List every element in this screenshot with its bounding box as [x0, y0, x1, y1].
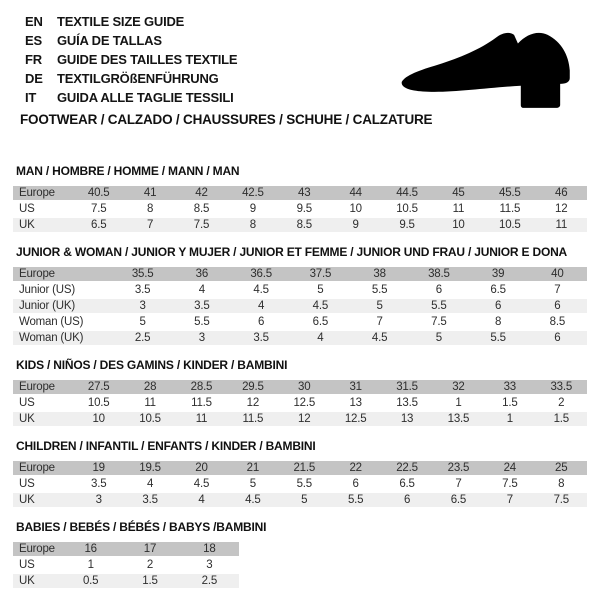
size-cell: 32	[433, 380, 484, 394]
size-cell: 19.5	[124, 461, 175, 475]
size-cell: 8	[227, 218, 278, 232]
size-cell: 7	[554, 284, 561, 296]
size-table	[13, 540, 239, 590]
size-cell: 37.5	[291, 267, 350, 281]
size-cell: 28	[124, 380, 175, 394]
size-cell: 10	[349, 203, 362, 215]
size-cell: 9	[330, 218, 381, 232]
size-cell: 1.5	[502, 397, 518, 409]
size-table	[13, 184, 587, 234]
size-cell: 19	[73, 461, 124, 475]
size-cell: 17	[120, 542, 179, 556]
size-cell: 21.5	[279, 461, 330, 475]
table-row	[13, 315, 587, 329]
size-cell: 3.5	[232, 331, 291, 345]
row-label-cell: Junior (UK)	[13, 299, 113, 313]
size-cell: 3.5	[124, 493, 175, 507]
size-cell: 5	[139, 316, 146, 328]
size-cell: 3.5	[91, 478, 107, 490]
size-cell: 6.5	[490, 284, 506, 296]
table-row	[13, 186, 587, 200]
size-tables-container	[13, 164, 587, 590]
size-cell: 8	[495, 316, 502, 328]
table-row	[13, 380, 587, 394]
size-cell: 12.5	[293, 397, 316, 409]
size-cell: 8.5	[549, 316, 566, 328]
size-cell: 6	[435, 284, 442, 296]
size-cell: 1	[87, 559, 94, 571]
size-cell: 8	[146, 203, 154, 215]
size-cell: 5	[279, 493, 330, 507]
size-cell: 24	[484, 461, 535, 475]
size-cell: 11.5	[499, 203, 521, 215]
size-cell: 8.5	[279, 218, 330, 232]
size-cell: 16	[61, 542, 120, 556]
size-cell: 18	[180, 542, 239, 556]
size-cell: 4	[146, 478, 154, 490]
size-cell: 6	[258, 316, 265, 328]
table-row	[13, 574, 239, 588]
size-section	[13, 245, 587, 347]
size-cell: 44	[330, 186, 381, 200]
size-cell: 6	[381, 493, 432, 507]
size-cell: 10.5	[124, 412, 175, 426]
size-cell: 36.5	[232, 267, 291, 281]
language-label: TEXTILE SIZE GUIDE	[57, 14, 185, 29]
size-cell: 6	[528, 331, 587, 345]
size-cell: 42.5	[227, 186, 278, 200]
size-cell: 31	[330, 380, 381, 394]
size-cell: 9.5	[296, 203, 312, 215]
size-cell: 20	[176, 461, 227, 475]
size-cell: 33	[484, 380, 535, 394]
size-section	[13, 164, 587, 234]
size-cell: 6.5	[312, 316, 329, 328]
size-cell: 5.5	[469, 331, 528, 345]
size-cell: 28.5	[176, 380, 227, 394]
size-cell: 8.5	[193, 203, 210, 215]
size-cell: 5	[317, 284, 324, 296]
language-code: DE	[25, 71, 43, 86]
section-title: CHILDREN / INFANTIL / ENFANTS / KINDER / BAMBINI	[16, 439, 316, 453]
size-cell: 4	[232, 299, 291, 313]
size-section	[13, 439, 587, 509]
size-cell: 45.5	[484, 186, 535, 200]
language-code: ES	[25, 33, 42, 48]
size-cell: 11.5	[191, 397, 212, 409]
size-cell: 5.5	[371, 284, 388, 296]
size-cell: 5.5	[409, 299, 468, 313]
size-cell: 13.5	[396, 397, 418, 409]
size-table	[13, 265, 587, 347]
language-label: GUÍA DE TALLAS	[57, 33, 162, 48]
size-cell: 22	[330, 461, 381, 475]
size-cell: 10.5	[87, 397, 110, 409]
size-cell: 2	[146, 559, 154, 571]
section-title: KIDS / NIÑOS / DES GAMINS / KINDER / BAMBINI	[16, 358, 288, 372]
size-cell: 30	[279, 380, 330, 394]
row-label-cell: UK	[13, 412, 73, 426]
row-label-cell: Europe	[13, 267, 113, 281]
size-cell: 39	[469, 267, 528, 281]
language-label: TEXTILGRÖßENFÜHRUNG	[57, 71, 219, 86]
size-cell: 2.5	[113, 331, 172, 345]
size-cell: 6.5	[399, 478, 415, 490]
table-row	[13, 542, 239, 556]
size-cell: 7	[484, 493, 535, 507]
row-label-cell: Junior (US)	[19, 284, 75, 296]
table-row	[13, 267, 587, 281]
size-cell: 6.5	[433, 493, 484, 507]
size-cell: 4	[176, 493, 227, 507]
size-cell: 3	[206, 559, 213, 571]
size-cell: 7.5	[536, 493, 587, 507]
size-cell: 7	[455, 478, 462, 490]
size-cell: 7.5	[91, 203, 107, 215]
size-cell: 4.5	[193, 478, 210, 490]
row-label-cell: Europe	[13, 542, 61, 556]
table-row	[13, 299, 587, 313]
size-cell: 4.5	[291, 299, 350, 313]
size-cell: 7.5	[431, 316, 447, 328]
size-cell: 6	[352, 478, 359, 490]
size-cell: 9	[249, 203, 256, 215]
table-row	[13, 412, 587, 426]
size-table	[13, 378, 587, 428]
size-cell: 4	[198, 284, 205, 296]
size-cell: 7	[124, 218, 175, 232]
size-cell: 6	[469, 299, 528, 313]
size-section	[13, 520, 587, 590]
table-row	[13, 461, 587, 475]
size-cell: 5.5	[194, 316, 210, 328]
row-label-cell: Europe	[13, 380, 73, 394]
size-cell: 3	[73, 493, 124, 507]
row-label-cell: US	[19, 478, 35, 490]
size-cell: 2	[558, 397, 565, 409]
row-label-cell: Woman (US)	[19, 316, 84, 328]
size-cell: 12	[246, 397, 260, 409]
size-cell: 31.5	[381, 380, 432, 394]
size-cell: 43	[279, 186, 330, 200]
language-label: GUIDE DES TAILLES TEXTILE	[57, 52, 238, 67]
table-row	[13, 283, 587, 297]
shoe-icon	[396, 22, 588, 114]
section-title: JUNIOR & WOMAN / JUNIOR Y MUJER / JUNIOR ET FEMME / JUNIOR UND FRAU / JUNIOR E DONA	[16, 245, 568, 259]
language-label: GUIDA ALLE TAGLIE TESSILI	[57, 90, 234, 105]
size-cell: 13	[349, 397, 362, 409]
table-row	[13, 558, 239, 572]
size-cell: 29.5	[227, 380, 278, 394]
row-label-cell: UK	[13, 574, 61, 588]
language-code: EN	[25, 14, 43, 29]
language-code: IT	[25, 90, 37, 105]
size-cell: 27.5	[73, 380, 124, 394]
size-cell: 5	[409, 331, 468, 345]
size-cell: 11	[452, 203, 465, 215]
size-cell: 1.5	[536, 412, 587, 426]
size-cell: 36	[172, 267, 231, 281]
table-row	[13, 396, 587, 410]
section-title: MAN / HOMBRE / HOMME / MANN / MAN	[16, 164, 240, 178]
row-label-cell: UK	[13, 218, 73, 232]
row-label-cell: Europe	[13, 461, 73, 475]
size-cell: 13.5	[433, 412, 484, 426]
row-label-cell: Woman (UK)	[13, 331, 113, 345]
table-row	[13, 202, 587, 216]
size-cell: 38	[350, 267, 409, 281]
size-cell: 46	[536, 186, 587, 200]
size-cell: 3	[113, 299, 172, 313]
size-cell: 5.5	[330, 493, 381, 507]
size-cell: 12	[555, 203, 568, 215]
row-label-cell: UK	[13, 493, 73, 507]
size-cell: 4.5	[227, 493, 278, 507]
size-cell: 21	[227, 461, 278, 475]
size-cell: 10.5	[484, 218, 535, 232]
size-cell: 38.5	[409, 267, 468, 281]
size-cell: 33.5	[536, 380, 587, 394]
size-cell: 44.5	[381, 186, 432, 200]
size-cell: 3.5	[172, 299, 231, 313]
size-cell: 41	[124, 186, 175, 200]
size-cell: 9.5	[381, 218, 432, 232]
size-cell: 5	[350, 299, 409, 313]
size-cell: 6.5	[73, 218, 124, 232]
size-cell: 3.5	[134, 284, 151, 296]
row-label-cell: US	[19, 203, 35, 215]
size-cell: 12	[279, 412, 330, 426]
size-cell: 0.5	[61, 574, 120, 588]
size-cell: 23.5	[433, 461, 484, 475]
size-cell: 5	[249, 478, 256, 490]
size-cell: 10.5	[396, 203, 418, 215]
size-cell: 3	[172, 331, 231, 345]
size-table	[13, 459, 587, 509]
size-cell: 10	[433, 218, 484, 232]
size-cell: 7.5	[176, 218, 227, 232]
row-label-cell: Europe	[13, 186, 73, 200]
size-cell: 6	[528, 299, 587, 313]
size-cell: 11	[176, 412, 227, 426]
table-row	[13, 477, 587, 491]
table-row	[13, 331, 587, 345]
size-cell: 10	[73, 412, 124, 426]
size-cell: 4.5	[350, 331, 409, 345]
table-row	[13, 218, 587, 232]
size-cell: 13	[381, 412, 432, 426]
size-cell: 11	[536, 218, 587, 232]
size-cell: 22.5	[381, 461, 432, 475]
size-cell: 11.5	[227, 412, 278, 426]
size-cell: 7.5	[502, 478, 518, 490]
language-code: FR	[25, 52, 42, 67]
size-cell: 40	[528, 267, 587, 281]
size-cell: 12.5	[330, 412, 381, 426]
size-cell: 11	[144, 397, 156, 409]
size-cell: 1	[455, 397, 462, 409]
row-label-cell: US	[19, 559, 35, 571]
size-cell: 45	[433, 186, 484, 200]
size-cell: 2.5	[180, 574, 239, 588]
size-cell: 1	[484, 412, 535, 426]
section-title: BABIES / BEBÉS / BÉBÉS / BABYS /BAMBINI	[16, 520, 267, 534]
category-line: FOOTWEAR / CALZADO / CHAUSSURES / SCHUHE / CALZATURE	[20, 112, 433, 127]
size-cell: 8	[558, 478, 565, 490]
size-cell: 1.5	[120, 574, 179, 588]
size-cell: 4	[291, 331, 350, 345]
size-cell: 7	[376, 316, 383, 328]
size-cell: 4.5	[253, 284, 269, 296]
size-cell: 25	[536, 461, 587, 475]
row-label-cell: US	[19, 397, 35, 409]
table-row	[13, 493, 587, 507]
size-cell: 5.5	[296, 478, 312, 490]
size-cell: 42	[176, 186, 227, 200]
size-cell: 35.5	[113, 267, 172, 281]
size-cell: 40.5	[73, 186, 124, 200]
size-section	[13, 358, 587, 428]
